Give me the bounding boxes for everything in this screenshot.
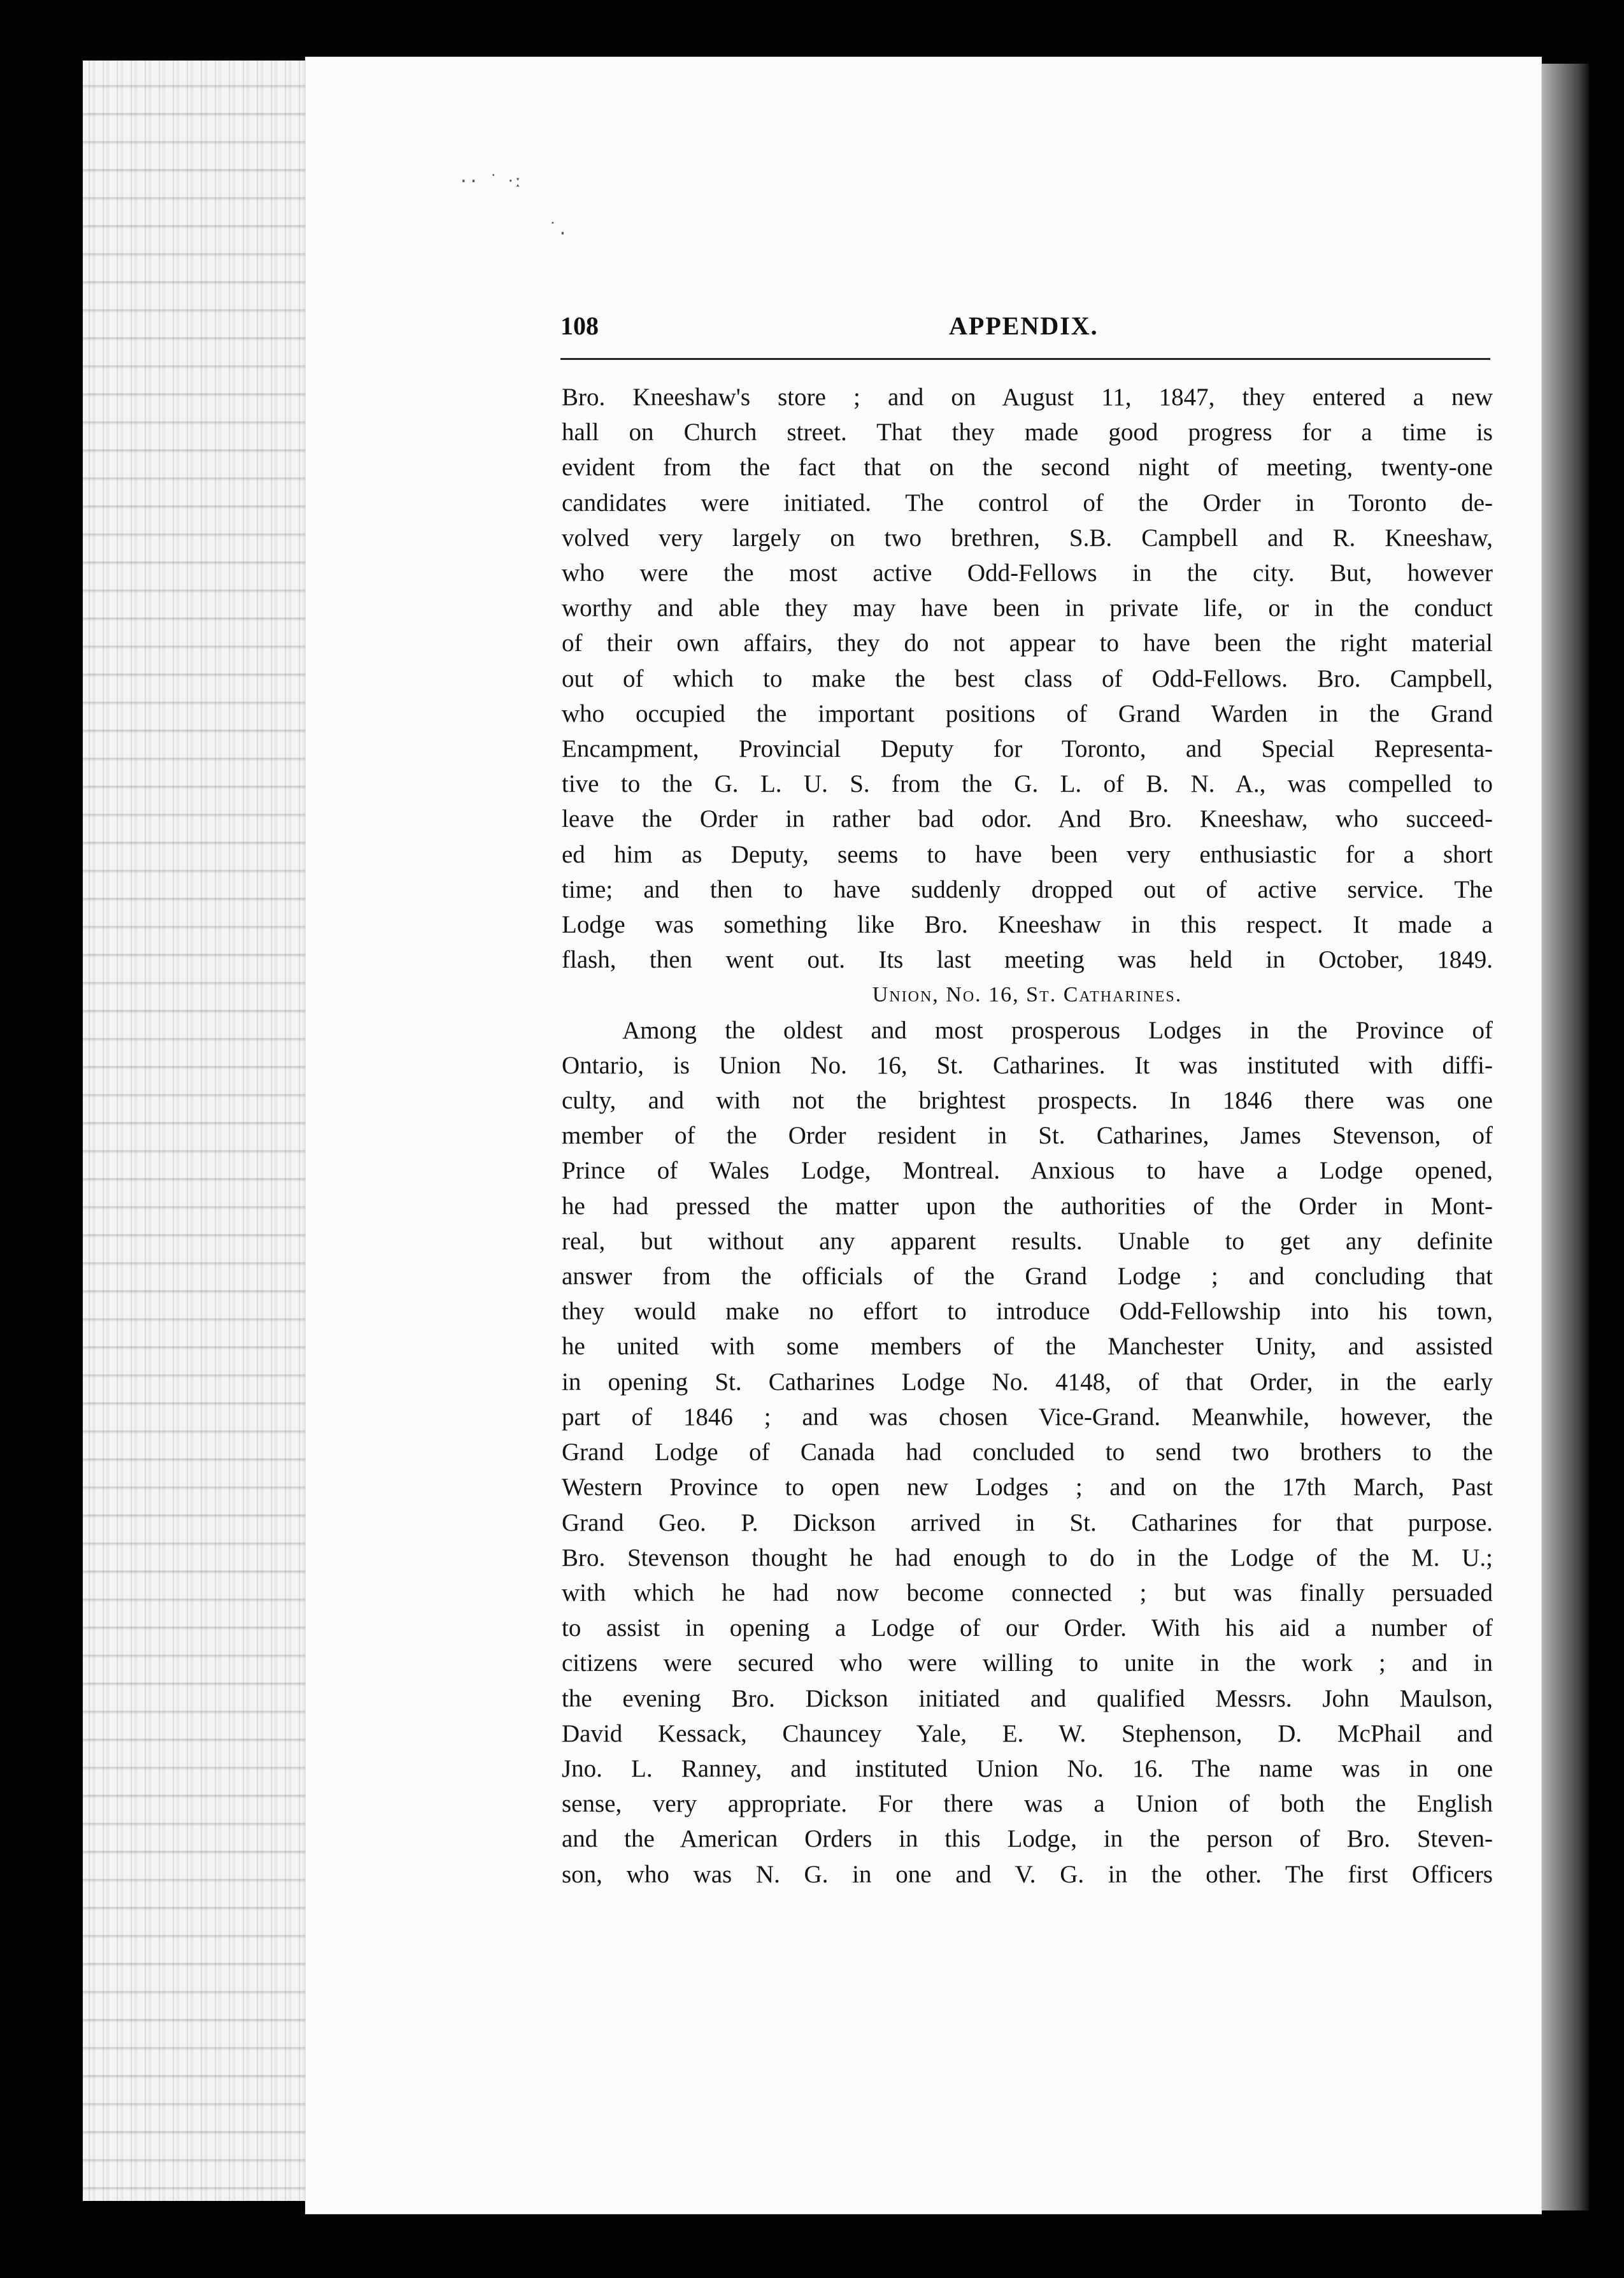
text-line: Grand Geo. P. Dickson arrived in St. Catharines for that purpose.: [562, 1508, 1493, 1537]
text-line: flash, then went out. Its last meeting was held in October, 1849.: [562, 946, 1493, 974]
text-line: and the American Orders in this Lodge, in the person of Bro. Steven-: [562, 1825, 1493, 1853]
text-line: real, but without any apparent results. Unable to get any definite: [562, 1227, 1493, 1255]
text-line: who occupied the important positions of Grand Warden in the Grand: [562, 699, 1493, 727]
text-line: worthy and able they may have been in private life, or in the conduct: [562, 594, 1493, 622]
text-line: time; and then to have suddenly dropped out of active service. The: [562, 875, 1493, 903]
text-line: hall on Church street. That they made good progress for a time is: [562, 419, 1493, 447]
text-line: answer from the officials of the Grand Lodge ; and concluding that: [562, 1263, 1493, 1291]
section-heading: Union, No. 16, St. Catharines.: [872, 983, 1183, 1007]
text-line: Bro. Kneeshaw's store ; and on August 11, 1847, they entered a new: [562, 383, 1493, 411]
paragraph: [562, 1013, 1493, 1892]
book-page-edges: [83, 61, 312, 2201]
text-line: Among the oldest and most prosperous Lodges in the Province of: [622, 1016, 1493, 1044]
text-line: out of which to make the best class of Odd-Fellows. Bro. Campbell,: [562, 664, 1493, 692]
text-line: in opening St. Catharines Lodge No. 4148, of that Order, in the early: [562, 1368, 1493, 1396]
text-line: Encampment, Provincial Deputy for Toronto, and Special Representa-: [562, 735, 1493, 763]
text-line: Prince of Wales Lodge, Montreal. Anxious to have a Lodge opened,: [562, 1157, 1493, 1185]
text-line: with which he had now become connected ; but was finally persuaded: [562, 1579, 1493, 1607]
text-line: citizens were secured who were willing to unite in the work ; and in: [562, 1649, 1493, 1677]
text-line: he united with some members of the Manchester Unity, and assisted: [562, 1333, 1493, 1361]
text-line: sense, very appropriate. For there was a Union of both the English: [562, 1790, 1493, 1818]
text-line: leave the Order in rather bad odor. And Bro. Kneeshaw, who succeed-: [562, 805, 1493, 833]
text-line: of their own affairs, they do not appear to have been the right material: [562, 629, 1493, 657]
text-line: part of 1846 ; and was chosen Vice-Grand. Meanwhile, however, the: [562, 1403, 1493, 1431]
text-line: son, who was N. G. in one and V. G. in the other. The first Officers: [562, 1860, 1493, 1888]
text-line: they would make no effort to introduce Odd-Fellowship into his town,: [562, 1298, 1493, 1326]
text-line: Ontario, is Union No. 16, St. Catharines. It was instituted with diffi-: [562, 1051, 1493, 1079]
scan-speckle: ·· ˙ ⸱ː: [459, 172, 523, 191]
text-line: Bro. Stevenson thought he had enough to do in the Lodge of the M. U.;: [562, 1544, 1493, 1572]
page-number: 108: [560, 312, 599, 340]
text-line: he had pressed the matter upon the authorities of the Order in Mont-: [562, 1192, 1493, 1220]
text-line: tive to the G. L. U. S. from the G. L. of B. N. A., was compelled to: [562, 770, 1493, 798]
text-line: Lodge was something like Bro. Kneeshaw in this respect. It made a: [562, 911, 1493, 939]
text-line: Western Province to open new Lodges ; and on the 17th March, Past: [562, 1473, 1493, 1501]
paragraph: [562, 380, 1493, 977]
text-line: Jno. L. Ranney, and instituted Union No. 16. The name was in one: [562, 1754, 1493, 1782]
header-rule: [560, 358, 1490, 360]
text-line: candidates were initiated. The control of the Order in Toronto de-: [562, 489, 1493, 517]
text-line: evident from the fact that on the second night of meeting, twenty-one: [562, 454, 1493, 482]
text-line: volved very largely on two brethren, S.B. Campbell and R. Kneeshaw,: [562, 524, 1493, 552]
text-line: David Kessack, Chauncey Yale, E. W. Stephenson, D. McPhail and: [562, 1719, 1493, 1747]
text-line: Grand Lodge of Canada had concluded to send two brothers to the: [562, 1438, 1493, 1466]
text-line: the evening Bro. Dickson initiated and qualified Messrs. John Maulson,: [562, 1684, 1493, 1712]
page-header: [560, 311, 1490, 349]
scan-speckle: ˙.: [548, 220, 568, 239]
text-line: ed him as Deputy, seems to have been very enthusiastic for a short: [562, 840, 1493, 868]
text-line: who were the most active Odd-Fellows in the city. But, however: [562, 559, 1493, 587]
running-head: APPENDIX.: [949, 312, 1099, 340]
text-line: member of the Order resident in St. Catharines, James Stevenson, of: [562, 1122, 1493, 1150]
body-text: [562, 380, 1493, 1892]
text-line: to assist in opening a Lodge of our Order. With his aid a number of: [562, 1614, 1493, 1642]
text-line: culty, and with not the brightest prospects. In 1846 there was one: [562, 1087, 1493, 1115]
